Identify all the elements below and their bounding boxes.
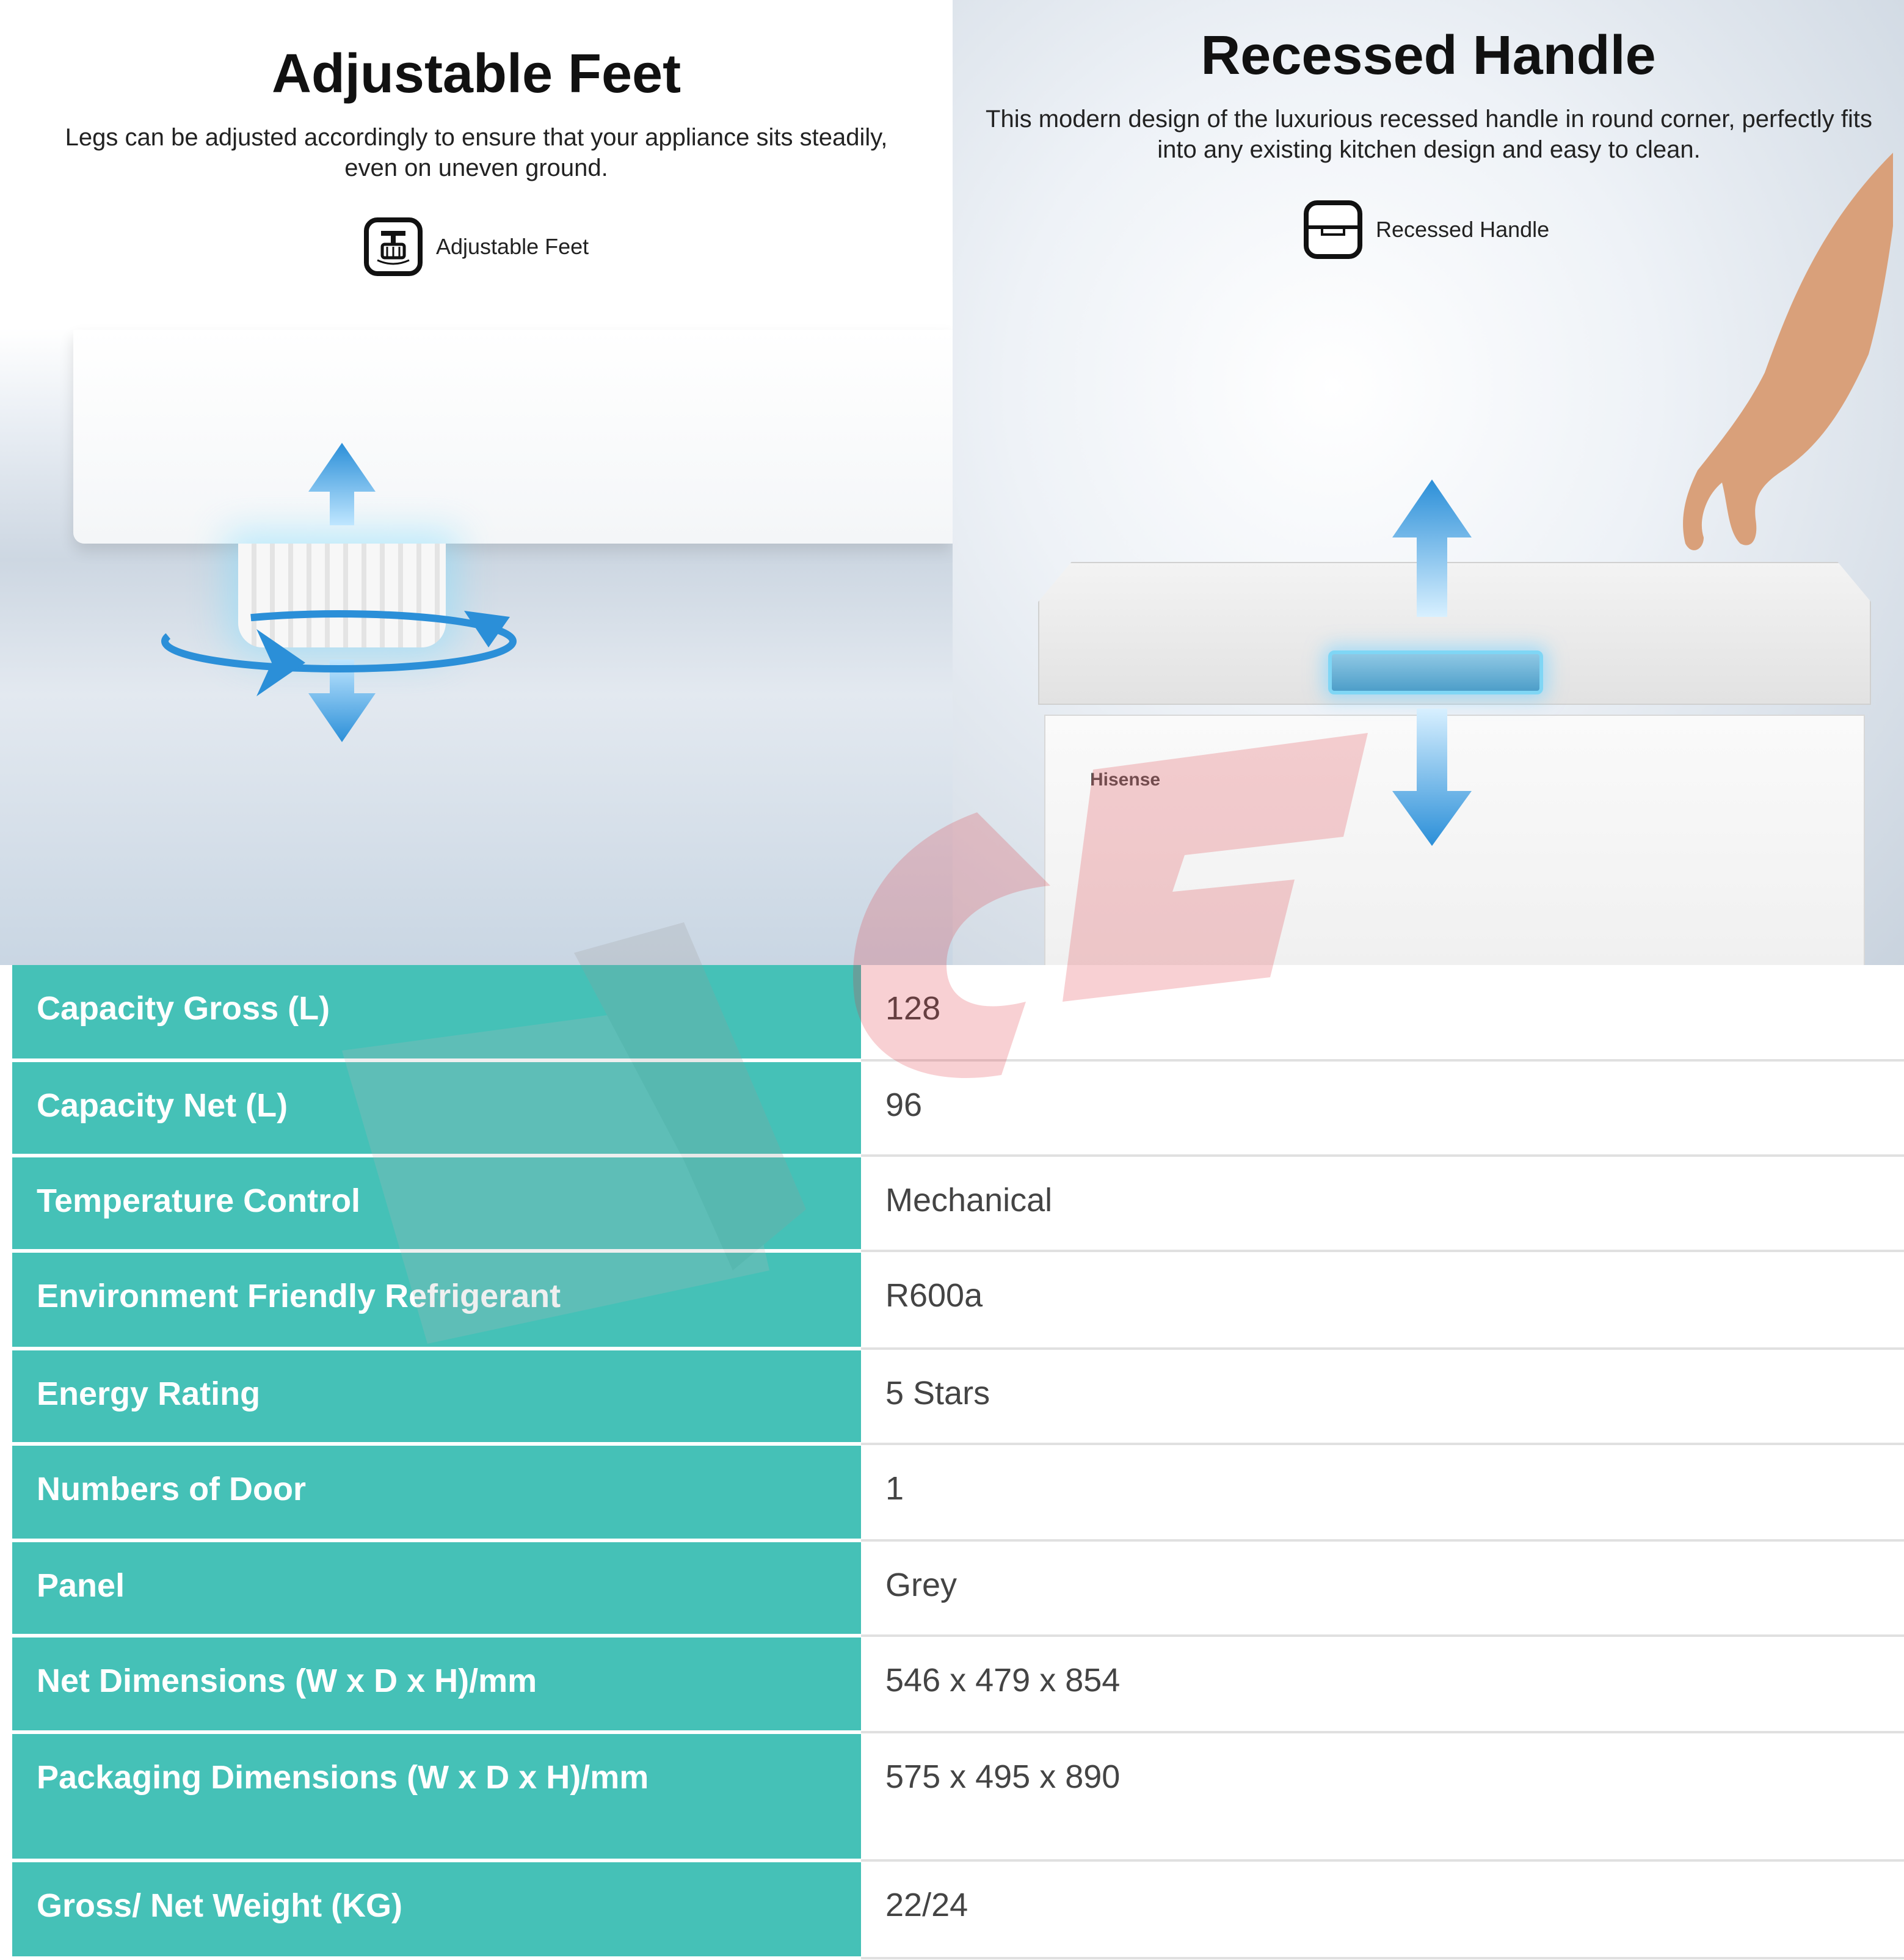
arrow-up-icon	[1392, 479, 1472, 617]
table-row	[12, 1349, 1904, 1444]
spec-label: Numbers of Door	[12, 1444, 861, 1540]
spec-label: Environment Friendly Refrigerant	[12, 1251, 861, 1349]
spec-value: Mechanical	[861, 1156, 1904, 1251]
table-row	[12, 1444, 1904, 1540]
feature-title: Recessed Handle	[1201, 25, 1656, 86]
feature-title: Adjustable Feet	[271, 43, 681, 104]
table-row	[12, 1156, 1904, 1251]
table-row	[12, 1060, 1904, 1156]
spec-label: Packaging Dimensions (W x D x H)/mm	[12, 1732, 861, 1860]
arrow-down-icon	[1392, 709, 1472, 846]
spec-label: Capacity Gross (L)	[12, 965, 861, 1060]
badge-label: Recessed Handle	[1376, 217, 1550, 242]
spec-value: 5 Stars	[861, 1349, 1904, 1444]
spec-value: 128	[861, 965, 1904, 1060]
spec-label: Temperature Control	[12, 1156, 861, 1251]
table-row	[12, 1636, 1904, 1732]
spec-value: Grey	[861, 1540, 1904, 1636]
spec-label: Panel	[12, 1540, 861, 1636]
badge-label: Adjustable Feet	[436, 234, 589, 259]
feature-description: Legs can be adjusted accordingly to ensure that your appliance sits steadily, even on uneven ground.	[65, 124, 888, 181]
adjust-arrows	[0, 0, 953, 965]
table-row	[12, 1251, 1904, 1349]
recessed-handle-panel	[953, 0, 1904, 965]
table-row	[12, 1732, 1904, 1860]
spec-value: 1	[861, 1444, 1904, 1540]
feature-banner	[0, 0, 1904, 965]
spec-label: Energy Rating	[12, 1349, 861, 1444]
table-row	[12, 1860, 1904, 1958]
spec-value: 22/24	[861, 1860, 1904, 1958]
arrow-up-icon	[308, 443, 376, 525]
spec-value: 96	[861, 1060, 1904, 1156]
spec-value: 546 x 479 x 854	[861, 1636, 1904, 1732]
table-row	[12, 965, 1904, 1060]
spec-table	[12, 965, 1904, 1960]
spec-label: Capacity Net (L)	[12, 1060, 861, 1156]
adjustable-feet-panel	[0, 0, 953, 965]
feature-description: This modern design of the luxurious recessed handle in round corner, perfectly fits into any existing kitchen design and easy to clean.	[986, 106, 1872, 163]
spec-label: Gross/ Net Weight (KG)	[12, 1860, 861, 1958]
spec-value: 575 x 495 x 890	[861, 1732, 1904, 1860]
lift-arrows	[953, 0, 1904, 965]
spec-label: Net Dimensions (W x D x H)/mm	[12, 1636, 861, 1732]
table-row	[12, 1540, 1904, 1636]
brand-logo: Hisense	[1090, 770, 1161, 790]
spec-value: R600a	[861, 1251, 1904, 1349]
